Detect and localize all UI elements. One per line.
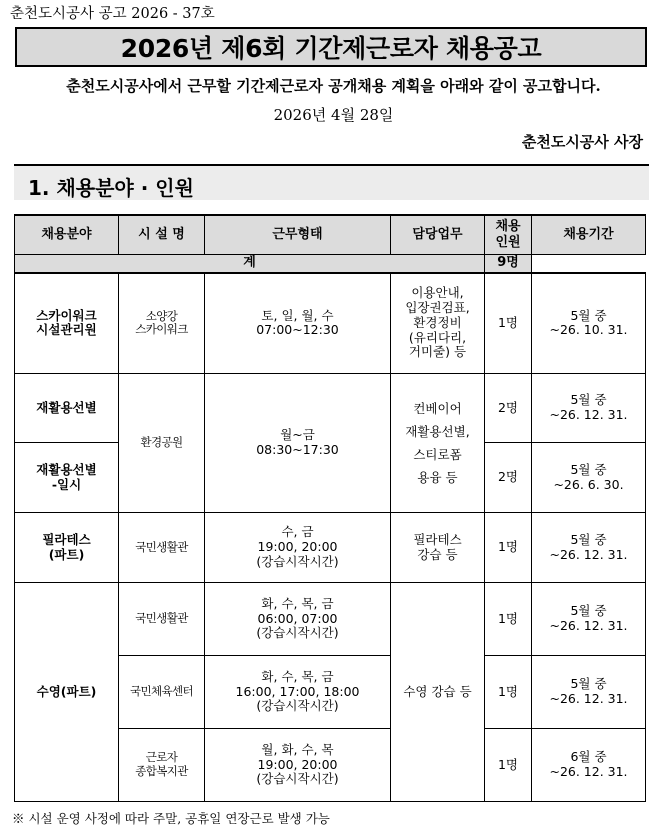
period-cell: 5월 중 ~26. 12. 31. (532, 583, 646, 656)
field-cell: 재활용선별 (15, 374, 119, 443)
facility-cell: 환경공원 (119, 374, 205, 513)
total-row (15, 254, 646, 273)
header-field: 채용분야 (15, 215, 119, 254)
facility-cell: 국민생활관 (119, 513, 205, 583)
notice-signer: 춘천도시공사 사장 (521, 133, 643, 151)
header-duty: 담당업무 (391, 215, 485, 254)
period-cell: 5월 중 ~26. 12. 31. (532, 656, 646, 729)
notice-title: 2026년 제6회 기간제근로자 채용공고 (15, 27, 647, 67)
facility-cell: 국민생활관 (119, 583, 205, 656)
work-type-cell: 월, 화, 수, 목 19:00, 20:00 (강습시작시간) (205, 729, 391, 802)
field-cell: 수영(파트) (15, 583, 119, 802)
notice-date: 2026년 4월 28일 (273, 106, 394, 124)
table-row (15, 273, 646, 374)
duty-cell: 필라테스 강습 등 (391, 513, 485, 583)
work-type-cell: 수, 금 19:00, 20:00 (강습시작시간) (205, 513, 391, 583)
headcount-cell: 1명 (485, 273, 532, 374)
work-type-cell: 토, 일, 월, 수 07:00~12:30 (205, 273, 391, 374)
notice-intro: 춘천도시공사에서 근무할 기간제근로자 공개채용 계획을 아래와 같이 공고합니다. (66, 77, 601, 95)
footnote: ※ 시설 운영 사정에 따라 주말, 공휴일 연장근로 발생 가능 (12, 811, 330, 826)
field-cell: 재활용선별 -일시 (15, 443, 119, 513)
total-label: 계 (15, 254, 485, 273)
period-cell: 5월 중 ~26. 12. 31. (532, 513, 646, 583)
field-cell: 스카이워크 시설관리원 (15, 273, 119, 374)
document-number: 춘천도시공사 공고 2026 - 37호 (10, 6, 215, 22)
headcount-cell: 2명 (485, 374, 532, 443)
work-type-cell: 화, 수, 목, 금 06:00, 07:00 (강습시작시간) (205, 583, 391, 656)
duty-cell: 수영 강습 등 (391, 583, 485, 802)
duty-cell: 컨베이어 재활용선별, 스티로폼 용융 등 (391, 374, 485, 513)
table-row (15, 513, 646, 583)
recruitment-table (14, 214, 646, 802)
work-type-cell: 월~금 08:30~17:30 (205, 374, 391, 513)
period-cell: 6월 중 ~26. 12. 31. (532, 729, 646, 802)
header-period: 채용기간 (532, 215, 646, 254)
field-cell: 필라테스 (파트) (15, 513, 119, 583)
headcount-cell: 1명 (485, 656, 532, 729)
duty-cell: 이용안내, 입장권검표, 환경정비 (유리다리, 거미줄) 등 (391, 273, 485, 374)
facility-cell: 소양강 스카이워크 (119, 273, 205, 374)
headcount-cell: 1명 (485, 729, 532, 802)
period-cell: 5월 중 ~26. 12. 31. (532, 374, 646, 443)
header-work-type: 근무형태 (205, 215, 391, 254)
header-facility: 시 설 명 (119, 215, 205, 254)
total-count: 9명 (485, 254, 532, 273)
period-cell: 5월 중 ~26. 6. 30. (532, 443, 646, 513)
facility-cell: 근로자 종합복지관 (119, 729, 205, 802)
section-title: 1. 채용분야 · 인원 (28, 176, 194, 200)
header-headcount: 채용 인원 (485, 215, 532, 254)
work-type-cell: 화, 수, 목, 금 16:00, 17:00, 18:00 (강습시작시간) (205, 656, 391, 729)
period-cell: 5월 중 ~26. 10. 31. (532, 273, 646, 374)
headcount-cell: 1명 (485, 513, 532, 583)
headcount-cell: 1명 (485, 583, 532, 656)
table-row (15, 374, 646, 443)
headcount-cell: 2명 (485, 443, 532, 513)
table-row (15, 583, 646, 656)
facility-cell: 국민체육센터 (119, 656, 205, 729)
